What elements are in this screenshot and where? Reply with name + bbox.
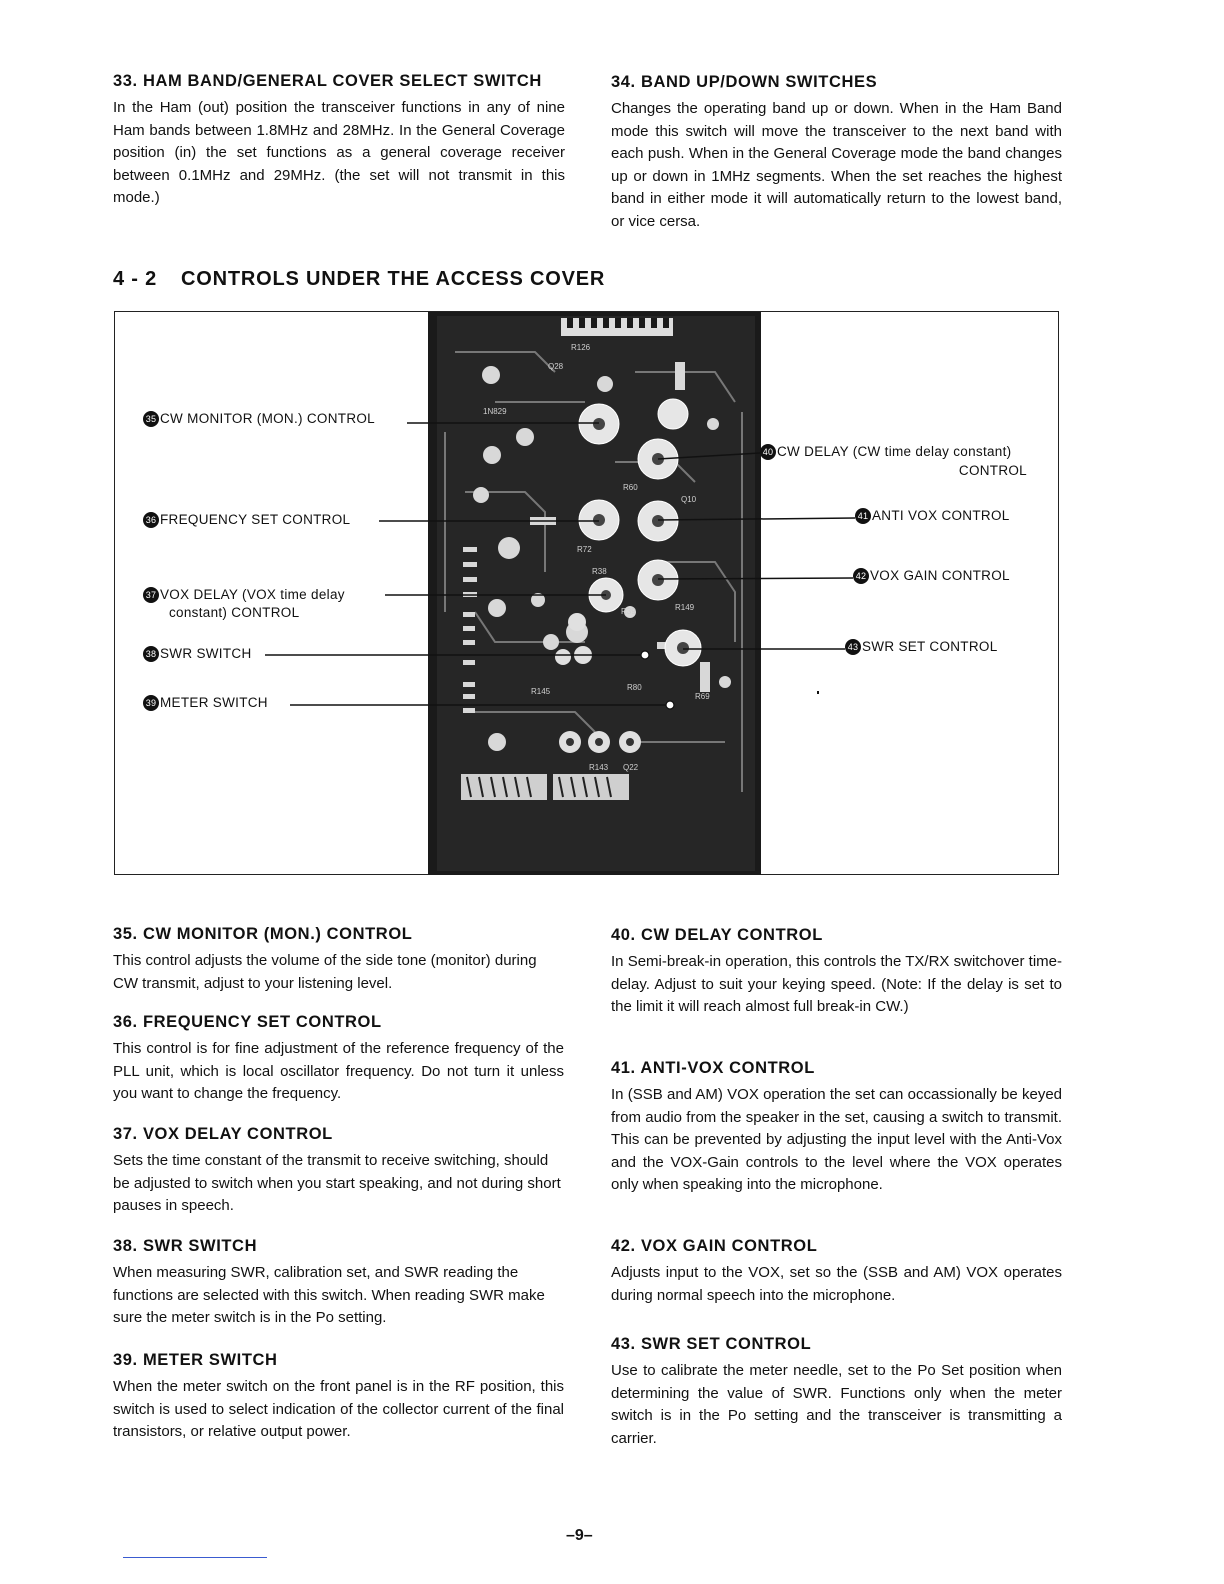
silk-r145: R145: [531, 687, 551, 696]
silk-r143: R143: [589, 763, 609, 772]
section-body: Sets the time constant of the transmit to receive switching, should be adjusted to switch when you start speaking, and not during short pauses in speech.: [113, 1152, 561, 1214]
section-43: [611, 1335, 1062, 1450]
footer-rule: [123, 1557, 267, 1558]
section-39: [113, 1351, 564, 1444]
label-swr-set: 43 SWR SET CONTROL: [845, 639, 998, 655]
section-title: 42. VOX GAIN CONTROL: [611, 1237, 818, 1255]
page-number: –9–: [566, 1527, 593, 1544]
section-body: In (SSB and AM) VOX operation the set can occassionally be keyed from audio from the speaker in the set, causing a switch to transmit. This can be prevented by adjusting the input level with the Anti-Vox and the VOX-Gain controls to the level where the VOX operates only when speaking into the microphone.: [611, 1086, 1062, 1193]
silk-r69: R69: [695, 692, 710, 701]
label-vox-gain: 42 VOX GAIN CONTROL: [853, 568, 1010, 584]
silk-r39: R39: [621, 607, 636, 616]
section-title: 33. HAM BAND/GENERAL COVER SELECT SWITCH: [113, 72, 542, 90]
section-title: 40. CW DELAY CONTROL: [611, 926, 823, 944]
section-36: [113, 1013, 564, 1106]
section-heading-number: 4 - 2: [113, 268, 158, 290]
section-body: In the Ham (out) position the transceiver functions in any of nine Ham bands between 1.8MHz and 28MHz. In the General Coverage position (in) the set functions as a general coverage receiver between 0.1MHz and 29MHz. (the set will not transmit in this mode.): [113, 99, 565, 206]
section-title: 43. SWR SET CONTROL: [611, 1335, 812, 1353]
label-vox-delay-cont: constant) CONTROL: [169, 605, 300, 620]
silk-q28: Q28: [548, 362, 564, 371]
silk-r38: R38: [592, 567, 607, 576]
silk-r72: R72: [577, 545, 592, 554]
section-37: [113, 1125, 564, 1218]
silk-1n829: 1N829: [483, 407, 507, 416]
section-title: 41. ANTI-VOX CONTROL: [611, 1059, 815, 1077]
section-41: [611, 1059, 1062, 1197]
silk-r126: R126: [571, 343, 591, 352]
section-34: [611, 73, 1062, 233]
section-title: 34. BAND UP/DOWN SWITCHES: [611, 73, 878, 91]
section-title: 35. CW MONITOR (MON.) CONTROL: [113, 925, 413, 943]
label-meter-switch: 39 METER SWITCH: [143, 695, 268, 711]
section-body: Adjusts input to the VOX, set so the (SSB and AM) VOX operates during normal speech into the microphone.: [611, 1264, 1062, 1304]
section-35: [113, 925, 564, 995]
label-cw-delay: 40 CW DELAY (CW time delay constant): [760, 444, 1011, 460]
label-cw-delay-cont: CONTROL: [958, 463, 1027, 478]
label-anti-vox: 41 ANTI VOX CONTROL: [855, 508, 1010, 524]
section-title: 38. SWR SWITCH: [113, 1237, 258, 1255]
silk-q22: Q22: [623, 763, 639, 772]
section-body: In Semi-break-in operation, this controls the TX/RX switchover time-delay. Adjust to suit your keying speed. (Note: If the delay is set to the limit it will reach almost full break-in CW.): [611, 953, 1062, 1015]
section-body: Changes the operating band up or down. When in the Ham Band mode this switch will move the transceiver to the next band with each push. When in the General Coverage mode the band changes up or down in 1MHz segments. When the set reaches the highest band in either mode it will automatically return to the lowest band, or vice cersa.: [611, 100, 1062, 230]
section-body: This control adjusts the volume of the side tone (monitor) during CW transmit, adjust to your listening level.: [113, 952, 537, 992]
section-38: [113, 1237, 564, 1330]
silk-r149: R149: [675, 603, 695, 612]
section-heading: [113, 268, 605, 291]
section-33: [113, 72, 565, 210]
section-body: This control is for fine adjustment of the reference frequency of the PLL unit, which is local oscillator frequency. Do not turn it unless you want to change the frequency.: [113, 1040, 564, 1102]
label-vox-delay: 37 VOX DELAY (VOX time delay: [143, 587, 345, 603]
section-body: When the meter switch on the front panel is in the RF position, this switch is used to select indication of the collector current of the final transistors, or relative output power.: [113, 1378, 564, 1440]
section-body: Use to calibrate the meter needle, set to the Po Set position when determining the value of SWR. Functions only when the meter switch is in the Po setting and the transceiver is transmitting a carrier.: [611, 1362, 1062, 1447]
section-body: When measuring SWR, calibration set, and SWR reading the functions are selected with this switch. When reading SWR make sure the meter switch is in the Po setting.: [113, 1264, 545, 1326]
section-title: 36. FREQUENCY SET CONTROL: [113, 1013, 382, 1031]
section-title: 39. METER SWITCH: [113, 1351, 278, 1369]
label-cw-monitor: 35 CW MONITOR (MON.) CONTROL: [143, 411, 375, 427]
section-42: [611, 1237, 1062, 1307]
controls-figure: [114, 311, 1059, 875]
section-heading-title: CONTROLS UNDER THE ACCESS COVER: [181, 268, 606, 290]
label-frequency-set: 36 FREQUENCY SET CONTROL: [143, 512, 350, 528]
section-title: 37. VOX DELAY CONTROL: [113, 1125, 333, 1143]
label-swr-switch: 38 SWR SWITCH: [143, 646, 252, 662]
silk-q10: Q10: [681, 495, 697, 504]
silk-r60: R60: [623, 483, 638, 492]
silk-r80: R80: [627, 683, 642, 692]
section-40: [611, 926, 1062, 1019]
